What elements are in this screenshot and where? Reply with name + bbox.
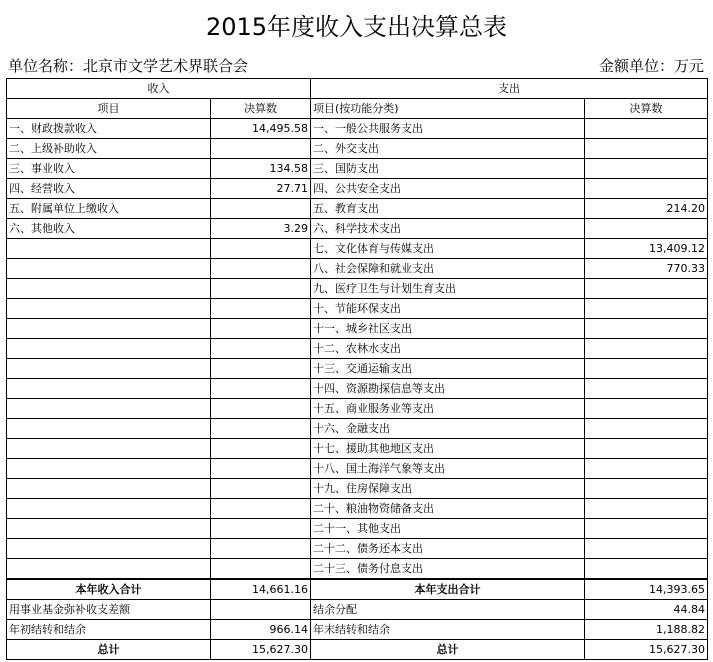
table-row xyxy=(7,119,708,139)
expense-item: 二十一、其他支出 xyxy=(311,519,585,539)
table-row xyxy=(7,159,708,179)
expense-amount xyxy=(585,159,708,179)
expense-item: 三、国防支出 xyxy=(311,159,585,179)
table-row xyxy=(7,539,708,559)
income-item-header: 项目 xyxy=(7,99,211,119)
grand-total-value-income: 15,627.30 xyxy=(211,640,311,660)
table-row xyxy=(7,439,708,459)
income-item xyxy=(7,239,211,259)
expense-amount xyxy=(585,219,708,239)
income-amount xyxy=(211,499,311,519)
expense-item: 二十三、债务付息支出 xyxy=(311,559,585,580)
expense-item-header: 项目(按功能分类) xyxy=(311,99,585,119)
income-item xyxy=(7,419,211,439)
income-header: 收入 xyxy=(7,79,311,99)
income-amount xyxy=(211,139,311,159)
expense-item: 六、科学技术支出 xyxy=(311,219,585,239)
income-item xyxy=(7,559,211,580)
expense-amount xyxy=(585,299,708,319)
expense-amount xyxy=(585,559,708,580)
table-row xyxy=(7,319,708,339)
expense-item: 十八、国土海洋气象等支出 xyxy=(311,459,585,479)
expense-item: 一、一般公共服务支出 xyxy=(311,119,585,139)
unit-name: 单位名称：北京市文学艺术界联合会 xyxy=(8,57,249,75)
table-row xyxy=(7,239,708,259)
expense-item: 五、教育支出 xyxy=(311,199,585,219)
table-row xyxy=(7,299,708,319)
income-item: 五、附属单位上缴收入 xyxy=(7,199,211,219)
grand-total-value-expense: 15,627.30 xyxy=(585,640,708,660)
income-item xyxy=(7,399,211,419)
surplus-value: 44.84 xyxy=(585,600,708,620)
grand-total-label-income: 总计 xyxy=(7,640,211,660)
income-item: 四、经营收入 xyxy=(7,179,211,199)
expense-amount: 770.33 xyxy=(585,259,708,279)
income-item xyxy=(7,459,211,479)
table-row xyxy=(7,379,708,399)
income-item xyxy=(7,339,211,359)
expense-item: 十、节能环保支出 xyxy=(311,299,585,319)
expense-item: 十四、资源勘探信息等支出 xyxy=(311,379,585,399)
table-row xyxy=(7,219,708,239)
income-amount: 27.71 xyxy=(211,179,311,199)
income-amount xyxy=(211,419,311,439)
income-amount xyxy=(211,319,311,339)
income-item xyxy=(7,539,211,559)
surplus-label: 结余分配 xyxy=(311,600,585,620)
income-amount xyxy=(211,379,311,399)
expense-amount xyxy=(585,179,708,199)
income-amount xyxy=(211,519,311,539)
expense-amount xyxy=(585,399,708,419)
table-row xyxy=(7,179,708,199)
expense-item: 十九、住房保障支出 xyxy=(311,479,585,499)
expense-amount xyxy=(585,339,708,359)
income-item xyxy=(7,259,211,279)
annual-total-row xyxy=(7,579,708,600)
expense-amount xyxy=(585,519,708,539)
expense-amount xyxy=(585,279,708,299)
table-row xyxy=(7,479,708,499)
amount-unit: 金额单位：万元 xyxy=(598,57,704,75)
fund-value xyxy=(211,600,311,620)
income-amount-header: 决算数 xyxy=(211,99,311,119)
expense-item: 十七、援助其他地区支出 xyxy=(311,439,585,459)
table-row xyxy=(7,419,708,439)
income-total-label: 本年收入合计 xyxy=(7,579,211,600)
table-row xyxy=(7,259,708,279)
income-amount xyxy=(211,199,311,219)
income-amount: 3.29 xyxy=(211,219,311,239)
table-row xyxy=(7,339,708,359)
income-amount xyxy=(211,399,311,419)
report-meta xyxy=(6,54,706,78)
expense-amount xyxy=(585,459,708,479)
expense-amount xyxy=(585,539,708,559)
income-amount xyxy=(211,279,311,299)
expense-item: 二十、粮油物资储备支出 xyxy=(311,499,585,519)
income-item xyxy=(7,499,211,519)
table-row xyxy=(7,359,708,379)
table-row xyxy=(7,519,708,539)
grand-total-row xyxy=(7,640,708,660)
end-balance-label: 年末结转和结余 xyxy=(311,620,585,640)
income-amount xyxy=(211,439,311,459)
income-item xyxy=(7,279,211,299)
begin-balance-label: 年初结转和结余 xyxy=(7,620,211,640)
expense-amount xyxy=(585,499,708,519)
expense-amount: 214.20 xyxy=(585,199,708,219)
page-title: 2015年度收入支出决算总表 xyxy=(205,13,508,41)
adjustment-row xyxy=(7,600,708,620)
income-item xyxy=(7,319,211,339)
column-header-row xyxy=(7,99,708,119)
income-item: 六、其他收入 xyxy=(7,219,211,239)
income-amount xyxy=(211,239,311,259)
income-amount xyxy=(211,259,311,279)
table-row xyxy=(7,499,708,519)
expense-item: 九、医疗卫生与计划生育支出 xyxy=(311,279,585,299)
income-item xyxy=(7,299,211,319)
expense-total-label: 本年支出合计 xyxy=(311,579,585,600)
expense-item: 二、外交支出 xyxy=(311,139,585,159)
expense-amount xyxy=(585,359,708,379)
begin-balance-value: 966.14 xyxy=(211,620,311,640)
income-item xyxy=(7,359,211,379)
income-amount xyxy=(211,339,311,359)
expense-item: 十一、城乡社区支出 xyxy=(311,319,585,339)
expense-amount-header: 决算数 xyxy=(585,99,708,119)
expense-amount xyxy=(585,379,708,399)
expense-item: 十六、金融支出 xyxy=(311,419,585,439)
income-item xyxy=(7,479,211,499)
expense-amount: 13,409.12 xyxy=(585,239,708,259)
income-amount xyxy=(211,459,311,479)
income-amount xyxy=(211,539,311,559)
expense-amount xyxy=(585,139,708,159)
income-item xyxy=(7,379,211,399)
income-amount xyxy=(211,479,311,499)
expense-item: 四、公共安全支出 xyxy=(311,179,585,199)
income-item: 一、财政拨款收入 xyxy=(7,119,211,139)
end-balance-value: 1,188.82 xyxy=(585,620,708,640)
expense-amount xyxy=(585,419,708,439)
expense-header: 支出 xyxy=(311,79,708,99)
expense-item: 十三、交通运输支出 xyxy=(311,359,585,379)
table-row xyxy=(7,279,708,299)
expense-amount xyxy=(585,119,708,139)
budget-table xyxy=(6,78,708,660)
carryover-row xyxy=(7,620,708,640)
income-item: 三、事业收入 xyxy=(7,159,211,179)
table-row xyxy=(7,559,708,580)
section-header-row xyxy=(7,79,708,99)
income-amount xyxy=(211,559,311,580)
expense-amount xyxy=(585,319,708,339)
expense-item: 二十二、债务还本支出 xyxy=(311,539,585,559)
expense-item: 十五、商业服务业等支出 xyxy=(311,399,585,419)
table-row xyxy=(7,139,708,159)
expense-item: 八、社会保障和就业支出 xyxy=(311,259,585,279)
table-row xyxy=(7,199,708,219)
income-amount xyxy=(211,359,311,379)
income-amount: 134.58 xyxy=(211,159,311,179)
fund-label: 用事业基金弥补收支差额 xyxy=(7,600,211,620)
expense-item: 十二、农林水支出 xyxy=(311,339,585,359)
table-row xyxy=(7,399,708,419)
expense-total-value: 14,393.65 xyxy=(585,579,708,600)
income-amount xyxy=(211,299,311,319)
income-amount: 14,495.58 xyxy=(211,119,311,139)
table-row xyxy=(7,459,708,479)
income-item xyxy=(7,439,211,459)
income-item: 二、上级补助收入 xyxy=(7,139,211,159)
expense-item: 七、文化体育与传媒支出 xyxy=(311,239,585,259)
income-total-value: 14,661.16 xyxy=(211,579,311,600)
grand-total-label-expense: 总计 xyxy=(311,640,585,660)
expense-amount xyxy=(585,439,708,459)
income-item xyxy=(7,519,211,539)
expense-amount xyxy=(585,479,708,499)
